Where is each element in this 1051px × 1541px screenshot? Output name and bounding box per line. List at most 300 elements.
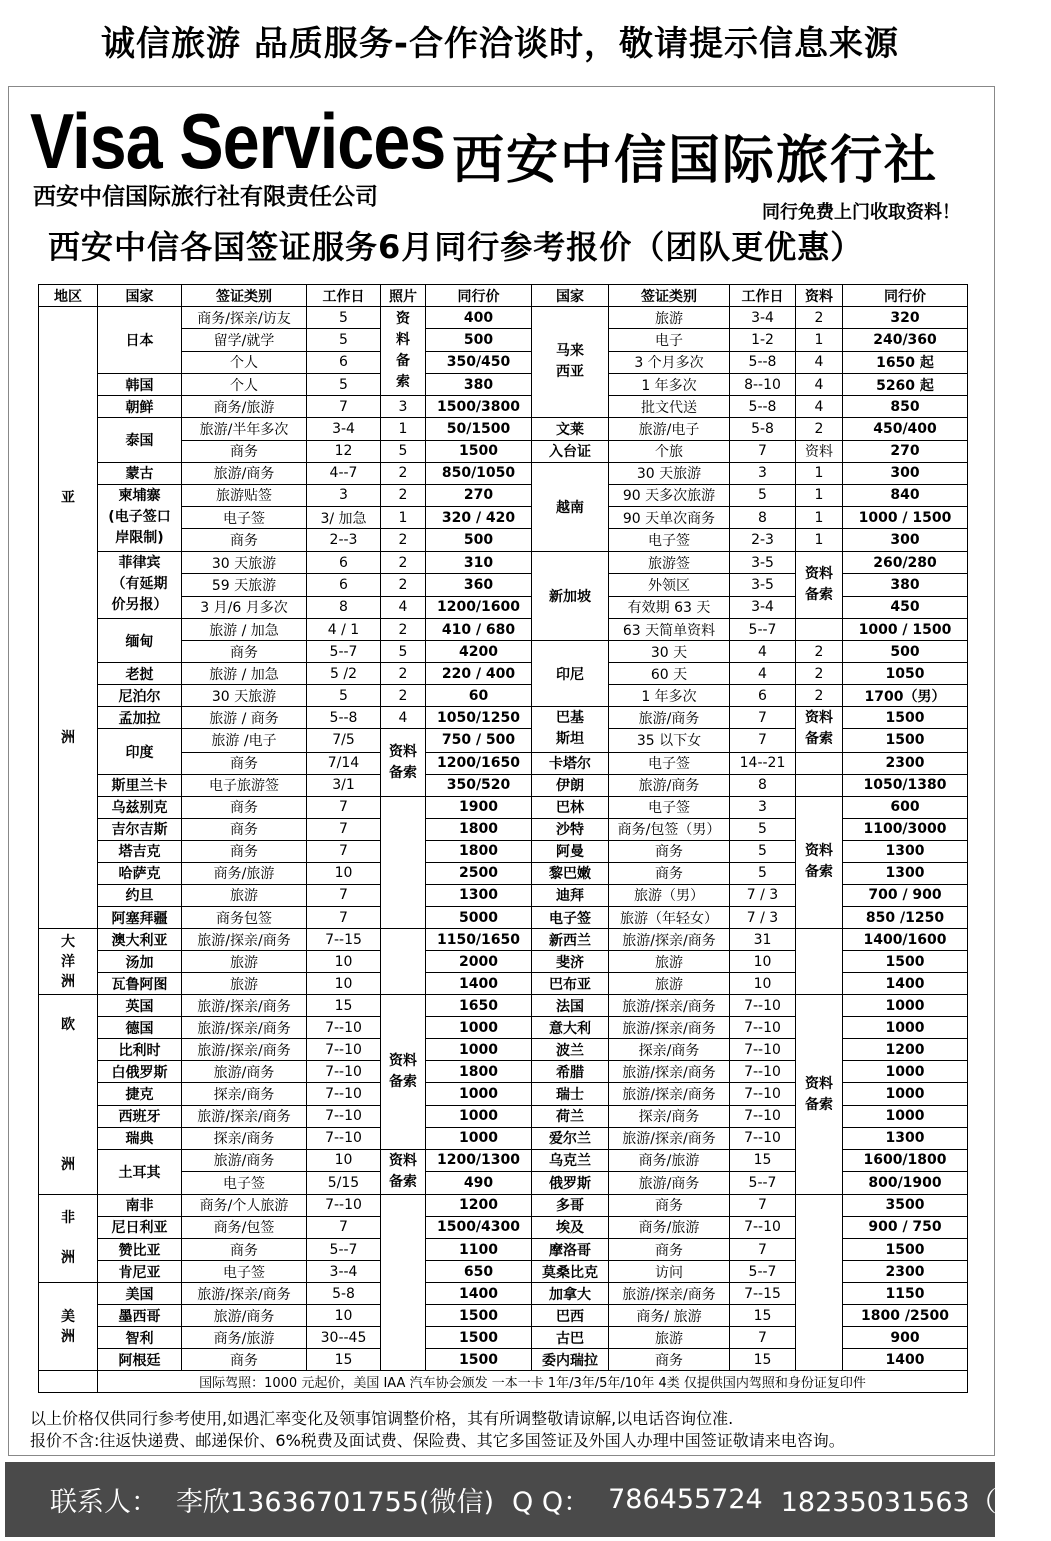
price: 2300	[843, 1261, 968, 1283]
work-days: 3-5	[730, 574, 796, 596]
country-uk: 英国	[98, 995, 182, 1017]
work-days: 4	[730, 641, 796, 663]
work-days: 5--7	[730, 619, 796, 641]
qq-label: Q Q：	[512, 1487, 591, 1518]
work-days: 3/1	[307, 774, 381, 796]
country-taiwan: 入台证	[532, 440, 609, 462]
country-russia: 俄罗斯	[532, 1172, 609, 1195]
visa-type: 30 天旅游	[182, 685, 307, 707]
price: 5000	[426, 906, 532, 928]
work-days: 7--10	[307, 1061, 381, 1083]
visa-type: 电子签	[182, 1172, 307, 1195]
docs: 4	[796, 351, 843, 373]
visa-type: 旅游	[609, 973, 730, 995]
visa-type: 商务/包签	[182, 1216, 307, 1238]
price: 1500/3800	[426, 396, 532, 418]
docs: 4	[796, 396, 843, 418]
visa-type: 外领区	[609, 574, 730, 596]
work-days: 7--10	[730, 1127, 796, 1149]
price: 1000 / 1500	[843, 619, 968, 641]
price: 360	[426, 574, 532, 596]
country-argentina: 阿根廷	[98, 1349, 182, 1371]
work-days: 10	[307, 973, 381, 995]
country-tajikistan: 塔吉克	[98, 840, 182, 862]
price: 3500	[843, 1194, 968, 1216]
visa-type: 旅游 / 商务	[182, 707, 307, 729]
work-days: 7--10	[730, 1083, 796, 1105]
visa-type: 电子签	[182, 1261, 307, 1283]
docs: 1	[796, 529, 843, 551]
country-lebanon: 黎巴嫩	[532, 862, 609, 884]
visa-type: 个人	[182, 374, 307, 396]
top-banner: 诚信旅游 品质服务-合作洽谈时，敬请提示信息来源	[101, 23, 899, 64]
visa-type: 旅游（男）	[609, 884, 730, 906]
visa-type: 个人	[182, 351, 307, 373]
header-type: 签证类别	[182, 285, 307, 307]
work-days: 3	[307, 484, 381, 506]
visa-type: 1 年多次	[609, 685, 730, 707]
work-days: 5	[307, 307, 381, 329]
visa-type: 商务	[182, 840, 307, 862]
visa-type: 3 个月多次	[609, 351, 730, 373]
country-morocco: 摩洛哥	[532, 1238, 609, 1260]
visa-type: 旅游/探亲/商务	[609, 1083, 730, 1105]
price: 1050/1250	[426, 707, 532, 729]
work-days: 2-3	[730, 529, 796, 551]
price: 270	[843, 440, 968, 462]
work-days: 5	[307, 685, 381, 707]
visa-type: 旅游/商务	[182, 1061, 307, 1083]
docs-note: 资料 备索	[796, 995, 843, 1195]
work-days: 7	[730, 1238, 796, 1260]
work-days: 3	[730, 796, 796, 818]
price: 840	[843, 484, 968, 506]
docs: 1	[796, 462, 843, 484]
photos: 4	[381, 707, 426, 729]
price: 350/520	[426, 774, 532, 796]
work-days: 5	[307, 374, 381, 396]
visa-type: 30 天旅游	[182, 551, 307, 573]
price: 1300	[843, 1127, 968, 1149]
price: 2300	[843, 752, 968, 774]
work-days: 7--10	[307, 1083, 381, 1105]
country-italy: 意大利	[532, 1017, 609, 1039]
visa-type: 电子签	[609, 752, 730, 774]
photos: 2	[381, 619, 426, 641]
contact-label: 联系人：	[50, 1487, 158, 1518]
docs: 2	[796, 418, 843, 440]
work-days: 5-8	[730, 418, 796, 440]
country-czech: 捷克	[98, 1083, 182, 1105]
country-sri-lanka: 斯里兰卡	[98, 774, 182, 796]
work-days: 7--10	[730, 1017, 796, 1039]
price: 750 / 500	[426, 729, 532, 752]
table-row	[39, 462, 968, 484]
price: 1000	[843, 995, 968, 1017]
visa-type: 旅游 /电子	[182, 729, 307, 752]
visa-type: 商务	[182, 641, 307, 663]
country-papua: 巴布亚	[532, 973, 609, 995]
price: 1700（男）	[843, 685, 968, 707]
country-vietnam: 越南	[532, 462, 609, 551]
work-days: 8--10	[730, 374, 796, 396]
pickup-note: 同行免费上门收取资料！	[762, 202, 960, 223]
visa-type: 商务	[609, 1349, 730, 1371]
header-country: 国家	[98, 285, 182, 307]
country-netherlands: 荷兰	[532, 1105, 609, 1127]
table-row	[39, 796, 968, 818]
country-thailand: 泰国	[98, 418, 182, 462]
visa-type: 探亲/商务	[609, 1039, 730, 1061]
visa-type: 商务/旅游	[182, 862, 307, 884]
country-korea: 韩国	[98, 374, 182, 396]
table-header-row	[39, 285, 968, 307]
visa-type: 旅游/探亲/商务	[609, 1127, 730, 1149]
visa-type: 探亲/商务	[609, 1105, 730, 1127]
country-belarus: 白俄罗斯	[98, 1061, 182, 1083]
country-brunei: 文莱	[532, 418, 609, 440]
visa-type: 旅游/商务	[182, 1305, 307, 1327]
work-days: 6	[307, 551, 381, 573]
price: 1000	[843, 1017, 968, 1039]
country-kenya: 肯尼亚	[98, 1261, 182, 1283]
photos: 1	[381, 418, 426, 440]
visa-type: 3 月/6 月多次	[182, 596, 307, 618]
price: 260/280	[843, 551, 968, 573]
docs: 4	[796, 374, 843, 396]
visa-type: 旅游/商务	[609, 1172, 730, 1195]
price: 1500	[426, 1305, 532, 1327]
work-days: 5	[730, 840, 796, 862]
country-oman: 阿曼	[532, 840, 609, 862]
region-america: 美 洲	[39, 1283, 98, 1371]
header-days: 工作日	[307, 285, 381, 307]
work-days: 3--4	[307, 1261, 381, 1283]
visa-type: 有效期 63 天	[609, 596, 730, 618]
price: 850	[843, 396, 968, 418]
country-france: 法国	[532, 995, 609, 1017]
country-ireland: 爱尔兰	[532, 1127, 609, 1149]
work-days: 10	[730, 951, 796, 973]
work-days: 5--8	[730, 351, 796, 373]
price: 1000	[843, 1061, 968, 1083]
country-uzbekistan: 乌兹别克	[98, 796, 182, 818]
table-row	[39, 774, 968, 796]
price: 1200	[426, 1194, 532, 1216]
photos: 3	[381, 396, 426, 418]
country-venezuela: 委内瑞拉	[532, 1349, 609, 1371]
header-price-2: 同行价	[843, 285, 968, 307]
price: 1500	[426, 1327, 532, 1349]
visa-type: 电子旅游签	[182, 774, 307, 796]
visa-type: 电子	[609, 329, 730, 351]
visa-type: 探亲/商务	[182, 1083, 307, 1105]
price: 1150	[843, 1283, 968, 1305]
visa-type: 批文代送	[609, 396, 730, 418]
country-greece: 希腊	[532, 1061, 609, 1083]
visa-type: 30 天旅游	[609, 462, 730, 484]
work-days: 1-2	[730, 329, 796, 351]
visa-type: 1 年多次	[609, 374, 730, 396]
work-days: 15	[307, 995, 381, 1017]
company-name: 西安中信国际旅行社有限责任公司	[33, 184, 378, 210]
work-days: 3-4	[730, 596, 796, 618]
visa-type: 旅游/探亲/商务	[182, 995, 307, 1017]
docs-note: 资料 备索	[796, 796, 843, 928]
country-egypt: 埃及	[532, 1216, 609, 1238]
visa-type: 旅游/商务	[182, 1149, 307, 1172]
price: 1000 / 1500	[843, 507, 968, 529]
price: 1900	[426, 796, 532, 818]
visa-type: 商务	[182, 796, 307, 818]
price: 220 / 400	[426, 663, 532, 685]
photos: 2	[381, 529, 426, 551]
country-fiji: 斐济	[532, 951, 609, 973]
price: 60	[426, 685, 532, 707]
visa-type: 旅游/探亲/商务	[609, 1017, 730, 1039]
price: 1150/1650	[426, 929, 532, 951]
contact-footer	[5, 1462, 1051, 1537]
country-qatar: 卡塔尔	[532, 752, 609, 774]
country-mozambique: 莫桑比克	[532, 1261, 609, 1283]
visa-type: 旅游/探亲/商务	[609, 929, 730, 951]
visa-type: 商务/旅游	[182, 1327, 307, 1349]
visa-type: 商务	[182, 440, 307, 462]
table-row	[39, 374, 968, 396]
docs: 2	[796, 663, 843, 685]
work-days: 5--8	[307, 707, 381, 729]
country-iran: 伊朗	[532, 774, 609, 796]
visa-type: 旅游	[182, 884, 307, 906]
price: 900	[843, 1327, 968, 1349]
price: 450/400	[843, 418, 968, 440]
work-days: 8	[730, 774, 796, 796]
work-days: 5--7	[307, 641, 381, 663]
visa-type: 个旅	[609, 440, 730, 462]
work-days: 8	[307, 596, 381, 618]
work-days: 5--8	[730, 396, 796, 418]
price: 50/1500	[426, 418, 532, 440]
contact-person: 李欣13636701755(微信)	[176, 1487, 495, 1518]
visa-type: 旅游	[609, 951, 730, 973]
docs: 资料	[796, 440, 843, 462]
visa-type: 旅游/探亲/商务	[609, 1283, 730, 1305]
country-dubai-esign: 电子签	[532, 906, 609, 928]
country-north-korea: 朝鲜	[98, 396, 182, 418]
visa-price-table	[38, 284, 968, 1393]
country-cambodia: 柬埔寨 (电子签口 岸限制)	[98, 484, 182, 551]
table-row	[39, 396, 968, 418]
country-cuba: 古巴	[532, 1327, 609, 1349]
work-days: 5	[730, 484, 796, 506]
work-days: 10	[307, 951, 381, 973]
visa-type: 商务	[182, 752, 307, 774]
work-days: 7--10	[730, 1216, 796, 1238]
photos: 2	[381, 462, 426, 484]
price: 1000	[426, 1127, 532, 1149]
country-turkey: 土耳其	[98, 1149, 182, 1194]
work-days: 7--15	[730, 1283, 796, 1305]
work-days: 7--10	[307, 1127, 381, 1149]
photos: 2	[381, 685, 426, 707]
work-days: 5	[730, 818, 796, 840]
note-line-2: 报价不含:往返快递费、邮递保价、6%税费及面试费、保险费、其它多国签证及外国人办理中国签证敬请来电咨询。	[30, 1431, 845, 1450]
visa-type: 商务包签	[182, 906, 307, 928]
price: 400	[426, 307, 532, 329]
work-days: 3	[730, 462, 796, 484]
work-days: 6	[307, 351, 381, 373]
price: 450	[843, 596, 968, 618]
work-days: 7 / 3	[730, 906, 796, 928]
visa-type: 90 天多次旅游	[609, 484, 730, 506]
price: 1500	[426, 440, 532, 462]
price: 1500	[426, 1349, 532, 1371]
table-row	[39, 663, 968, 685]
header-docs: 资料	[796, 285, 843, 307]
photo-note: 资 料 备 索	[381, 307, 426, 396]
work-days: 7	[730, 1194, 796, 1216]
price: 2500	[426, 862, 532, 884]
country-belgium: 比利时	[98, 1039, 182, 1061]
header-days-2: 工作日	[730, 285, 796, 307]
visa-type: 30 天	[609, 641, 730, 663]
visa-type: 商务/ 旅游	[609, 1305, 730, 1327]
price: 500	[843, 641, 968, 663]
work-days: 6	[307, 574, 381, 596]
visa-type: 商务	[609, 1238, 730, 1260]
work-days: 7	[307, 796, 381, 818]
work-days: 7	[730, 440, 796, 462]
price: 1500/4300	[426, 1216, 532, 1238]
country-philippines: 菲律宾 （有延期 价另报）	[98, 551, 182, 618]
work-days: 5--7	[730, 1261, 796, 1283]
work-days: 15	[730, 1149, 796, 1172]
visa-type: 旅游	[182, 951, 307, 973]
price: 1000	[426, 1105, 532, 1127]
price: 1200/1600	[426, 596, 532, 618]
work-days: 14--21	[730, 752, 796, 774]
country-australia: 澳大利亚	[98, 929, 182, 951]
country-nigeria: 尼日利亚	[98, 1216, 182, 1238]
header-type-2: 签证类别	[609, 285, 730, 307]
price: 300	[843, 462, 968, 484]
visa-type: 旅游/电子	[609, 418, 730, 440]
work-days: 7/14	[307, 752, 381, 774]
work-days: 10	[307, 1149, 381, 1172]
visa-type: 商务/旅游	[609, 1149, 730, 1172]
price: 1200/1650	[426, 752, 532, 774]
price: 1300	[426, 884, 532, 906]
price: 1600/1800	[843, 1149, 968, 1172]
photos: 1	[381, 507, 426, 529]
price: 350/450	[426, 351, 532, 373]
table-row	[39, 418, 968, 440]
visa-type: 商务	[609, 1194, 730, 1216]
price: 1500	[843, 707, 968, 729]
price: 5260 起	[843, 374, 968, 396]
work-days: 3-4	[730, 307, 796, 329]
visa-type: 旅游/半年多次	[182, 418, 307, 440]
price: 1400	[426, 1283, 532, 1305]
visa-type: 旅游 / 加急	[182, 663, 307, 685]
price: 700 / 900	[843, 884, 968, 906]
work-days: 7--10	[730, 995, 796, 1017]
note-line-1: 以上价格仅供同行参考使用,如遇汇率变化及领事馆调整价格，其有所调整敬请谅解,以电话咨询位准.	[30, 1409, 734, 1428]
country-poland: 波兰	[532, 1039, 609, 1061]
photos: 5	[381, 641, 426, 663]
work-days: 4--7	[307, 462, 381, 484]
visa-services-logo: Visa Services	[30, 97, 446, 185]
work-days: 3/ 加急	[307, 507, 381, 529]
docs-note: 资料 备索	[796, 707, 843, 752]
work-days: 12	[307, 440, 381, 462]
visa-type: 电子签	[609, 529, 730, 551]
price: 1500	[843, 951, 968, 973]
visa-type: 63 天简单资料	[609, 619, 730, 641]
qq-number: 786455724	[608, 1484, 763, 1515]
work-days: 7	[307, 818, 381, 840]
table-row	[39, 484, 968, 506]
work-days: 5	[307, 329, 381, 351]
work-days: 7	[307, 1216, 381, 1238]
price: 320	[843, 307, 968, 329]
photos: 5	[381, 440, 426, 462]
work-days: 10	[730, 973, 796, 995]
docs: 2	[796, 685, 843, 707]
visa-type: 商务/包签（男）	[609, 818, 730, 840]
work-days: 7/5	[307, 729, 381, 752]
price: 1650	[426, 995, 532, 1017]
visa-type: 商务	[609, 840, 730, 862]
visa-type: 旅游/探亲/商务	[609, 1061, 730, 1083]
price: 1500	[843, 1238, 968, 1260]
country-india: 印度	[98, 729, 182, 774]
price-heading: 西安中信各国签证服务6月同行参考报价（团队更优惠）	[48, 228, 864, 266]
work-days: 7--10	[307, 1017, 381, 1039]
work-days: 10	[307, 862, 381, 884]
work-days: 15	[730, 1349, 796, 1371]
work-days: 7--10	[307, 1039, 381, 1061]
country-saudi-arabia: 沙特	[532, 818, 609, 840]
price: 500	[426, 529, 532, 551]
price: 380	[843, 574, 968, 596]
price: 380	[426, 374, 532, 396]
visa-type: 旅游/商务	[609, 774, 730, 796]
visa-type: 旅游（年轻女）	[609, 906, 730, 928]
header-region: 地区	[39, 285, 98, 307]
work-days: 15	[730, 1305, 796, 1327]
visa-type: 电子签	[609, 796, 730, 818]
work-days: 10	[307, 1305, 381, 1327]
country-japan: 日本	[98, 307, 182, 374]
price: 1000	[843, 1083, 968, 1105]
price: 1000	[426, 1039, 532, 1061]
price: 4200	[426, 641, 532, 663]
country-vanuatu: 瓦鲁阿图	[98, 973, 182, 995]
header-price: 同行价	[426, 285, 532, 307]
work-days: 7 / 3	[730, 884, 796, 906]
header-country-2: 国家	[532, 285, 609, 307]
visa-type: 商务/探亲/访友	[182, 307, 307, 329]
visa-type: 商务/个人旅游	[182, 1194, 307, 1216]
country-azerbaijan: 阿塞拜疆	[98, 906, 182, 928]
header-photo: 照片	[381, 285, 426, 307]
country-malaysia: 马来 西亚	[532, 307, 609, 418]
photo-note: 资料 备索	[381, 995, 426, 1149]
region-asia: 亚 洲	[39, 307, 98, 929]
country-bangladesh: 孟加拉	[98, 707, 182, 729]
visa-type: 旅游/探亲/商务	[182, 1039, 307, 1061]
